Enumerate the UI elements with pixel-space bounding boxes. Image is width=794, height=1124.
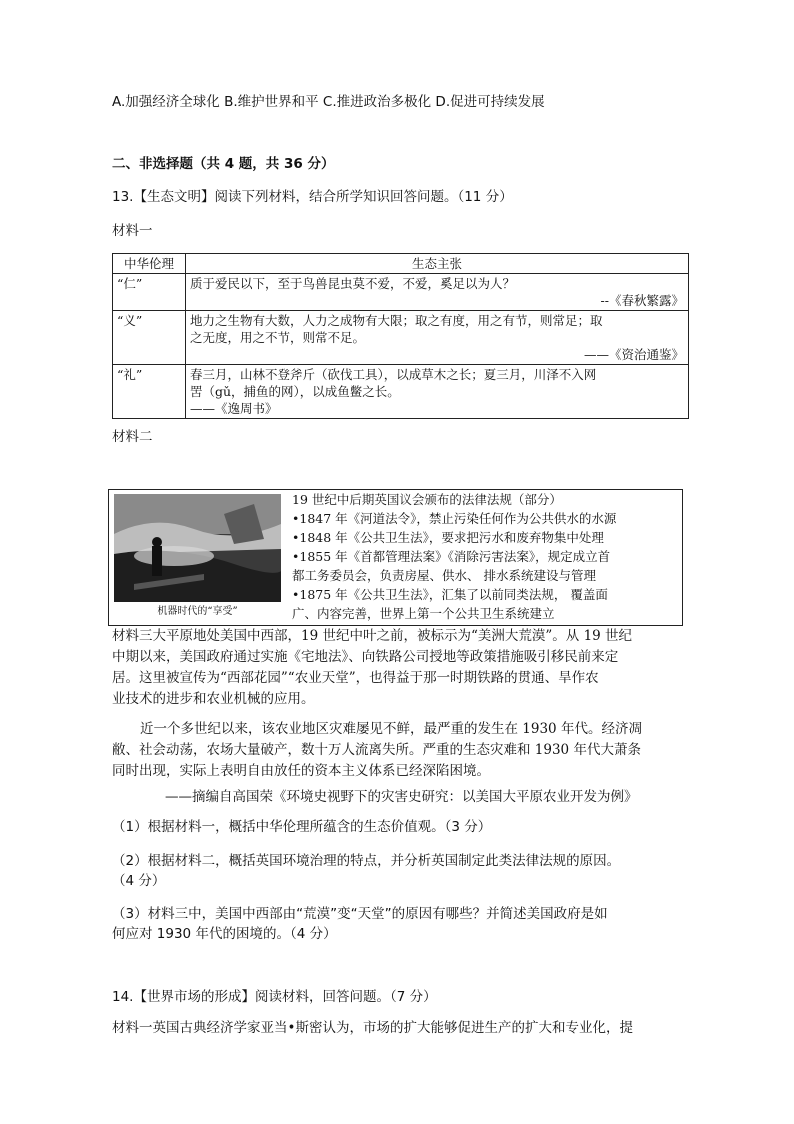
ethic-li-claim <box>186 365 689 419</box>
table-header-ethic: 中华伦理 <box>113 254 186 274</box>
material-3-para2-line: 近一个多世纪以来，该农业地区灾难屡见不鲜，最严重的发生在 1930 年代。经济凋 <box>140 721 642 737</box>
table-row <box>113 365 689 419</box>
claim-line: 地力之生物有大数，人力之成物有大限；取之有度，用之有节，则常足；取 <box>190 313 603 328</box>
photo-caption: 机器时代的“享受” <box>157 606 238 617</box>
question-1: （1）根据材料一，概括中华伦理所蕴含的生态价值观。（3 分） <box>112 819 492 835</box>
material-3-line: 材料三大平原地处美国中西部，19 世纪中叶之前，被标示为“美洲大荒漠”。从 19 世纪 <box>112 628 633 644</box>
material-1-label: 材料一 <box>112 223 153 239</box>
ethic-yi-claim <box>186 311 689 365</box>
law-line: 广、内容完善，世界上第一个公共卫生系统建立 <box>292 606 555 621</box>
table-header-row <box>113 254 689 274</box>
ethic-ren: “仁” <box>113 274 186 311</box>
claim-line: 之无度，用之不节，则常不足。 <box>190 330 366 345</box>
mc-options: A.加强经济全球化 B.维护世界和平 C.推进政治多极化 D.促进可持续发展 <box>112 94 545 110</box>
material-3-para2-line: 敝、社会动荡，农场大量破产，数十万人流离失所。严重的生态灾难和 1930 年代大萧条 <box>112 742 641 758</box>
table-row <box>113 311 689 365</box>
question-2-line: （4 分） <box>112 873 166 889</box>
law-line: •1848 年《公共卫生法》，要求把污水和废弃物集中处理 <box>292 530 604 545</box>
ethic-yi: “义” <box>113 311 186 365</box>
material-3-line: 居。这里被宣传为“西部花园”“农业天堂”，也得益于那一时期铁路的贯通、旱作农 <box>112 670 599 686</box>
laws-title: 19 世纪中后期英国议会颁布的法律法规（部分） <box>292 492 562 507</box>
material-3-para2-line: 同时出现，实际上表明自由放任的资本主义体系已经深陷困境。 <box>112 763 490 779</box>
law-line: 都工务委员会，负责房屋、供水、 排水系统建设与管理 <box>292 568 596 583</box>
machine-age-photo <box>114 494 281 602</box>
material-3-line: 业技术的进步和农业机械的应用。 <box>112 691 315 707</box>
claim-source: ——《逸周书》 <box>190 401 278 416</box>
section-title: 二、非选择题（共 4 题，共 36 分） <box>112 156 335 172</box>
photo-illustration <box>114 494 281 602</box>
law-line: •1855 年《首都管理法案》《消除污害法案》，规定成立首 <box>292 549 611 564</box>
q14-stem: 14.【世界市场的形成】阅读材料，回答问题。（7 分） <box>112 989 437 1005</box>
ethics-table <box>112 253 689 419</box>
material-3-line: 中期以来，美国政府通过实施《宅地法》、向铁路公司授地等政策措施吸引移民前来定 <box>112 649 619 665</box>
material-3-source: ——摘编自高国荣《环境史视野下的灾害史研究：以美国大平原农业开发为例》 <box>165 789 638 805</box>
question-3-line: 何应对 1930 年代的困境的。（4 分） <box>112 926 337 942</box>
law-line: •1875 年《公共卫生法》，汇集了以前同类法规， 覆盖面 <box>292 587 608 602</box>
claim-line: 罟（gǔ，捕鱼的网），以成鱼鳖之长。 <box>190 384 400 399</box>
material-2-label: 材料二 <box>112 429 153 445</box>
q13-stem: 13.【生态文明】阅读下列材料，结合所学知识回答问题。（11 分） <box>112 189 513 205</box>
table-row <box>113 274 689 311</box>
claim-source: --《春秋繁露》 <box>600 293 684 308</box>
question-2-line: （2）根据材料二，概括英国环境治理的特点，并分析英国制定此类法律法规的原因。 <box>112 853 621 869</box>
ethic-li: “礼” <box>113 365 186 419</box>
q14-material-1-line: 材料一英国古典经济学家亚当•斯密认为，市场的扩大能够促进生产的扩大和专业化，提 <box>112 1020 633 1036</box>
law-line: •1847 年《河道法令》，禁止污染任何作为公共供水的水源 <box>292 511 617 526</box>
table-header-claim: 生态主张 <box>186 254 689 274</box>
question-3-line: （3）材料三中，美国中西部由“荒漠”变“天堂”的原因有哪些？并简述美国政府是如 <box>112 906 608 922</box>
ethic-ren-claim <box>186 274 689 311</box>
claim-line: 春三月，山林不登斧斤（砍伐工具），以成草木之长；夏三月，川泽不入网 <box>190 367 597 382</box>
claim-line: 质于爱民以下，至于鸟兽昆虫莫不爱，不爱，奚足以为人？ <box>190 276 516 291</box>
claim-source: ——《资治通鉴》 <box>583 347 684 362</box>
